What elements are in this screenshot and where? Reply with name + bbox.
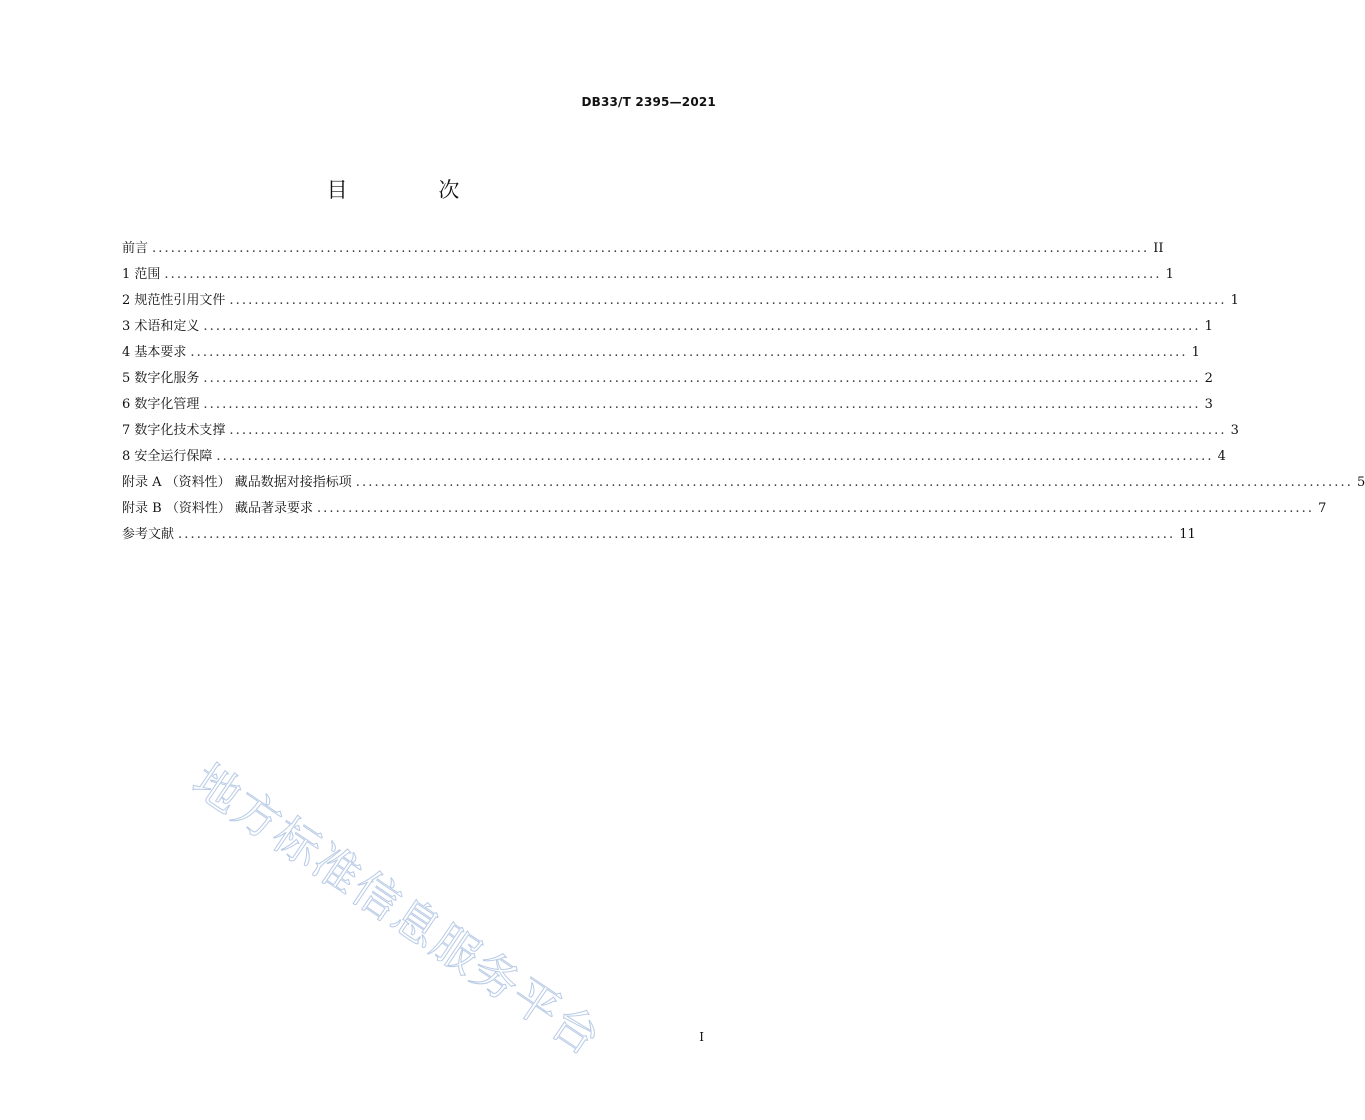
toc-entry-page: 1: [1230, 293, 1239, 308]
toc-entry-foreword[interactable]: [122, 236, 1164, 262]
toc-entry-bibliography[interactable]: [122, 522, 1196, 548]
toc-entry-digital-tech-support[interactable]: [122, 418, 1239, 444]
toc-entry-page: 5: [1356, 475, 1365, 490]
watermark: 地方标准信息服务平台: [183, 753, 612, 1067]
document-code: DB33/T 2395—2021: [581, 95, 716, 109]
toc-leader-dots: ................................................................................................................................................................: [216, 449, 1214, 464]
toc-leader-dots: ................................................................................................................................................................: [203, 319, 1201, 334]
toc-entry-label: 附录 B （资料性） 藏品著录要求: [122, 501, 313, 516]
toc-entry-digital-management[interactable]: [122, 392, 1213, 418]
toc-entry-label: 前言: [122, 241, 149, 256]
toc-entry-page: 4: [1217, 449, 1226, 464]
toc-title: 目 次: [326, 178, 502, 202]
toc-entry-label: 1 范围: [122, 267, 161, 282]
toc-entry-appendix-a[interactable]: [122, 470, 1365, 496]
toc-entry-page: 11: [1179, 527, 1196, 542]
toc-entry-page: 1: [1191, 345, 1200, 360]
toc-entry-appendix-b[interactable]: [122, 496, 1327, 522]
toc-entry-page: 3: [1230, 423, 1239, 438]
toc-entry-page: 1: [1165, 267, 1174, 282]
toc-entry-normative-references[interactable]: [122, 288, 1239, 314]
toc-entry-security-operations[interactable]: [122, 444, 1226, 470]
toc-leader-dots: ................................................................................................................................................................: [178, 527, 1176, 542]
toc-entry-label: 8 安全运行保障: [122, 449, 213, 464]
page-number: I: [699, 1030, 704, 1044]
toc-entry-label: 6 数字化管理: [122, 397, 200, 412]
toc-leader-dots: ................................................................................................................................................................: [229, 423, 1227, 438]
toc-leader-dots: ................................................................................................................................................................: [164, 267, 1162, 282]
toc-entry-label: 7 数字化技术支撑: [122, 423, 226, 438]
toc-entry-page: 2: [1204, 371, 1213, 386]
toc-leader-dots: ................................................................................................................................................................: [316, 501, 1315, 516]
toc-entry-scope[interactable]: [122, 262, 1174, 288]
toc-entry-page: 3: [1204, 397, 1213, 412]
toc-entry-page: 7: [1318, 501, 1327, 516]
toc-leader-dots: ................................................................................................................................................................: [190, 345, 1188, 360]
toc-leader-dots: ................................................................................................................................................................: [203, 371, 1201, 386]
toc-leader-dots: ................................................................................................................................................................: [203, 397, 1201, 412]
toc-entry-label: 2 规范性引用文件: [122, 293, 226, 308]
toc-entry-label: 5 数字化服务: [122, 371, 200, 386]
toc-leader-dots: ................................................................................................................................................................: [355, 475, 1353, 490]
toc-leader-dots: ................................................................................................................................................................: [152, 241, 1150, 256]
toc-entry-page: II: [1153, 241, 1164, 256]
toc-entry-label: 参考文献: [122, 527, 175, 542]
toc-entry-label: 附录 A （资料性） 藏品数据对接指标项: [122, 475, 352, 490]
table-of-contents: [122, 236, 1365, 548]
toc-entry-digital-services[interactable]: [122, 366, 1213, 392]
toc-entry-label: 3 术语和定义: [122, 319, 200, 334]
toc-entry-basic-requirements[interactable]: [122, 340, 1200, 366]
toc-entry-page: 1: [1204, 319, 1213, 334]
toc-entry-terms-definitions[interactable]: [122, 314, 1213, 340]
toc-entry-label: 4 基本要求: [122, 345, 187, 360]
toc-leader-dots: ................................................................................................................................................................: [229, 293, 1227, 308]
